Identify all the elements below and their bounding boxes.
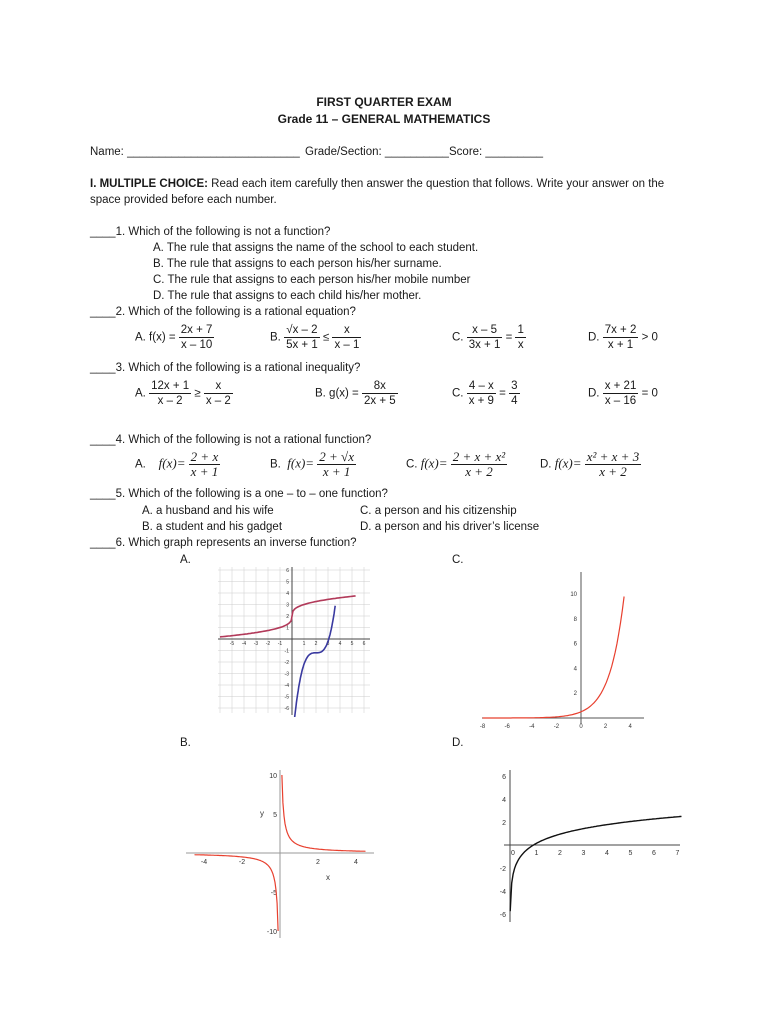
graph-a-y-tick: 6 — [286, 568, 289, 574]
q3-d-label: D. — [588, 387, 600, 400]
q4-d-label: D. — [540, 458, 552, 471]
q3-c-fraction-1 — [467, 379, 496, 408]
q4-b-den: x + 1 — [322, 464, 351, 479]
q4-option-a — [135, 450, 220, 479]
graph-d-x-tick: 3 — [581, 850, 586, 857]
q4-c-fx: f(x)= — [420, 455, 448, 471]
q3-c-fraction-2 — [509, 379, 519, 408]
q3-d-num: x + 21 — [604, 380, 637, 392]
q3-c-num2: 3 — [511, 380, 518, 392]
q3-b-den: 2x + 5 — [363, 395, 396, 407]
q3-d-fraction — [603, 379, 639, 408]
q4-a-num: 2 + x — [190, 449, 219, 464]
q2-b-num2: x — [332, 323, 361, 338]
graph-d-tick-labels — [500, 774, 680, 919]
q4-b-fraction — [317, 450, 356, 479]
q3-a-num2: x — [204, 379, 233, 394]
q3-c-op: = — [499, 387, 506, 400]
q2-d-num: 7x + 2 — [604, 324, 637, 336]
q6-label-a: A. — [180, 554, 191, 566]
graph-d-x-tick: 0 — [511, 850, 515, 857]
q2-d-label: D. — [588, 331, 600, 344]
q6-label-c: C. — [452, 554, 464, 566]
q5-option-b: B. a student and his gadget — [142, 521, 283, 533]
graph-a-x-tick: 3 — [326, 641, 330, 647]
score-field[interactable]: Score: _________ — [449, 146, 543, 158]
graph-a-x-tick: 5 — [350, 641, 354, 647]
graph-a-x-tick: 6 — [362, 641, 366, 647]
q2-b-op: ≤ — [322, 331, 330, 344]
q2-option-b — [270, 323, 361, 352]
q3-option-d — [588, 379, 658, 408]
q2-option-c — [452, 323, 526, 352]
q6-label-b: B. — [180, 737, 191, 749]
graph-d-x-tick: 7 — [675, 850, 680, 857]
graph-a-y-tick: -4 — [284, 683, 289, 689]
graph-a-y-tick: 4 — [286, 591, 289, 597]
graph-a-grid — [218, 567, 370, 713]
graph-b-curve-left — [195, 855, 279, 931]
graph-d-x-tick: 4 — [605, 850, 609, 857]
q1-option-d: D. The rule that assigns to each child his/her mother. — [153, 290, 422, 302]
instructions-text: Read each item carefully then answer the question that follows. Write your answer on the — [207, 178, 665, 190]
exam-title: FIRST QUARTER EXAM — [316, 95, 452, 109]
graph-a-x-tick: -5 — [229, 641, 235, 647]
graph-a — [214, 565, 374, 717]
graph-b-y-tick: 5 — [273, 812, 277, 819]
q3-option-b — [315, 379, 398, 408]
q4-c-den: x + 2 — [465, 464, 493, 479]
q1-option-b: B. The rule that assigns to each person his/her surname. — [153, 258, 442, 270]
q2-a-label: A. f(x) = — [135, 331, 176, 344]
q2-stem: ____2. Which of the following is a rational equation? — [90, 306, 356, 318]
q2-c-fraction-2 — [515, 323, 525, 352]
q2-c-num2: 1 — [517, 324, 524, 336]
graph-b-tick-labels — [201, 773, 358, 936]
graph-c-y-tick: 10 — [570, 592, 577, 598]
q3-c-den2: 4 — [511, 395, 518, 407]
graph-a-x-tick: 1 — [302, 641, 306, 647]
q4-b-label: B. — [270, 458, 281, 471]
graph-d-y-tick: -4 — [499, 889, 506, 896]
q6-stem: ____6. Which graph represents an inverse function? — [90, 537, 357, 549]
graph-a-x-tick: -1 — [277, 641, 283, 647]
q2-d-fraction — [603, 323, 639, 352]
graph-a-x-tick: 4 — [338, 641, 342, 647]
q4-d-num: x² + x + 3 — [586, 449, 640, 464]
graph-a-y-tick: -1 — [284, 648, 289, 655]
q2-d-den: x + 1 — [607, 339, 634, 351]
graph-c-x-tick: -8 — [479, 724, 486, 728]
q4-a-label: A. — [135, 458, 146, 471]
q3-a-den2: x – 2 — [205, 395, 231, 407]
q1-stem: ____1. Which of the following is not a function? — [90, 226, 331, 238]
q5-option-c: C. a person and his citizenship — [360, 505, 517, 517]
q3-a-fraction-2 — [204, 379, 233, 408]
q3-a-num1: 12x + 1 — [151, 380, 190, 392]
graph-d-x-tick: 2 — [558, 850, 562, 857]
graph-b — [184, 768, 376, 940]
q3-a-den1: x – 2 — [157, 395, 183, 407]
graph-b-x-tick: 4 — [354, 859, 358, 866]
q2-b-fraction-1 — [284, 323, 320, 352]
q4-b-fx: f(x)= — [287, 455, 315, 471]
q4-d-fx: f(x)= — [554, 455, 582, 471]
q2-b-label: B. — [270, 331, 281, 344]
graph-d — [488, 768, 684, 926]
graph-d-x-tick: 5 — [628, 850, 633, 857]
q2-c-den1: 3x + 1 — [468, 339, 501, 351]
graph-d-x-tick: 6 — [652, 850, 656, 857]
q4-stem: ____4. Which of the following is not a rational function? — [90, 434, 372, 446]
q4-option-d — [540, 450, 641, 479]
q3-option-c — [452, 379, 520, 408]
q6-label-d: D. — [452, 737, 464, 749]
q4-c-fraction — [451, 450, 507, 479]
graph-a-y-tick: -6 — [284, 706, 289, 712]
graph-c-x-tick: 2 — [603, 724, 608, 728]
exam-subtitle: Grade 11 – GENERAL MATHEMATICS — [277, 112, 491, 126]
q2-b-num1: √x – 2 — [284, 323, 320, 338]
graph-a-y-tick: 2 — [286, 614, 289, 620]
graph-c-x-tick: 0 — [579, 724, 583, 728]
graph-a-x-tick: 2 — [314, 641, 318, 647]
graph-b-x-label: x — [326, 873, 330, 882]
graph-c-x-tick: -4 — [529, 724, 535, 728]
q4-a-fraction — [189, 450, 221, 479]
graph-b-x-tick: 2 — [316, 859, 320, 866]
q4-d-fraction — [585, 450, 641, 479]
q2-c-label: C. — [452, 331, 464, 344]
q3-c-den1: x + 9 — [468, 395, 494, 407]
q2-c-den2: x — [517, 339, 524, 351]
q2-d-tail: > 0 — [641, 331, 658, 344]
graph-a-y-tick: 5 — [286, 579, 289, 586]
q1-option-c: C. The rule that assigns to each person his/her mobile number — [153, 274, 471, 286]
q3-stem: ____3. Which of the following is a rational inequality? — [90, 362, 361, 374]
graph-c-x-tick: -6 — [504, 724, 510, 728]
q4-c-num: 2 + x + x² — [452, 449, 506, 464]
graph-a-curve-2 — [290, 606, 336, 717]
graph-c-tick-labels — [480, 592, 633, 728]
q2-b-fraction-2 — [332, 323, 361, 352]
q4-a-den: x + 1 — [190, 464, 219, 479]
graph-c-x-tick: 4 — [628, 724, 632, 728]
graph-a-x-tick: -3 — [253, 641, 259, 647]
q3-a-label: A. — [135, 387, 146, 400]
graph-b-x-tick: -4 — [200, 859, 208, 866]
q5-option-a: A. a husband and his wife — [142, 505, 274, 517]
q2-b-den1: 5x + 1 — [286, 339, 318, 351]
q4-b-num: 2 + √x — [319, 449, 354, 464]
q2-a-fraction — [179, 323, 215, 352]
graph-b-y-tick: -5 — [270, 890, 277, 897]
q4-option-c — [406, 450, 507, 479]
q2-a-num: 2x + 7 — [180, 324, 213, 336]
graph-d-y-tick: -2 — [499, 866, 506, 873]
graph-c-y-tick: 2 — [573, 691, 577, 698]
q5-option-d: D. a person and his driver’s license — [360, 521, 540, 533]
q3-b-num: 8x — [362, 379, 398, 394]
q3-c-num1: 4 – x — [467, 379, 496, 394]
graph-d-y-tick: 2 — [502, 820, 506, 827]
graph-a-y-tick: 1 — [286, 625, 289, 632]
graph-b-y-tick: -10 — [266, 929, 277, 936]
q3-option-a — [135, 379, 233, 408]
q5-stem: ____5. Which of the following is a one – to – one function? — [90, 488, 388, 500]
grade-section-field[interactable]: Grade/Section: __________ — [305, 146, 449, 158]
graph-d-y-tick: 4 — [502, 797, 506, 804]
graph-a-x-tick: -4 — [241, 641, 247, 647]
graph-c-curve — [483, 597, 624, 719]
graph-c-y-tick: 8 — [573, 616, 577, 623]
q4-c-label: C. — [406, 458, 418, 471]
graph-a-y-tick: 3 — [286, 602, 289, 609]
instructions-line-1 — [90, 178, 664, 190]
q1-option-a: A. The rule that assigns the name of the school to each student. — [153, 242, 479, 254]
q3-a-op: ≥ — [194, 387, 201, 400]
q3-d-den: x – 16 — [604, 395, 637, 407]
q2-c-fraction-1 — [467, 323, 503, 352]
q4-option-b — [270, 450, 356, 479]
graph-d-x-tick: 1 — [534, 850, 539, 857]
q3-a-fraction-1 — [149, 379, 191, 408]
q4-d-den: x + 2 — [599, 464, 627, 479]
graph-a-y-tick: -5 — [284, 694, 289, 701]
graph-c-y-tick: 4 — [573, 666, 577, 673]
graph-c-x-tick: -2 — [553, 724, 560, 728]
section-label: I. MULTIPLE CHOICE: — [90, 178, 208, 190]
graph-c — [478, 568, 650, 728]
graph-b-x-tick: -2 — [238, 859, 246, 866]
graph-a-x-tick: -2 — [265, 641, 271, 647]
graph-a-y-tick: -3 — [284, 671, 289, 678]
name-field[interactable]: Name: ___________________________ — [90, 146, 300, 158]
graph-a-y-tick: -2 — [284, 660, 289, 666]
graph-d-y-tick: -6 — [499, 912, 506, 919]
q3-d-tail: = 0 — [641, 387, 658, 400]
q3-c-label: C. — [452, 387, 464, 400]
q2-a-den: x – 10 — [180, 339, 213, 351]
q2-option-a — [135, 323, 214, 352]
instructions-line-2: space provided before each number. — [90, 194, 277, 206]
q2-b-den2: x – 1 — [334, 339, 360, 351]
q2-option-d — [588, 323, 658, 352]
graph-d-y-tick: 6 — [502, 774, 506, 781]
graph-b-y-tick: 10 — [269, 773, 277, 780]
q2-c-num1: x – 5 — [467, 323, 503, 338]
q4-a-fx: f(x)= — [158, 455, 186, 471]
graph-c-y-tick: 6 — [573, 641, 577, 648]
graph-d-curve — [510, 816, 681, 911]
graph-b-y-label: y — [260, 809, 264, 818]
q3-b-fraction — [362, 379, 398, 408]
q2-c-op: = — [505, 331, 513, 344]
graph-b-curve-right — [282, 775, 366, 851]
q3-b-label: B. g(x) = — [315, 387, 359, 400]
